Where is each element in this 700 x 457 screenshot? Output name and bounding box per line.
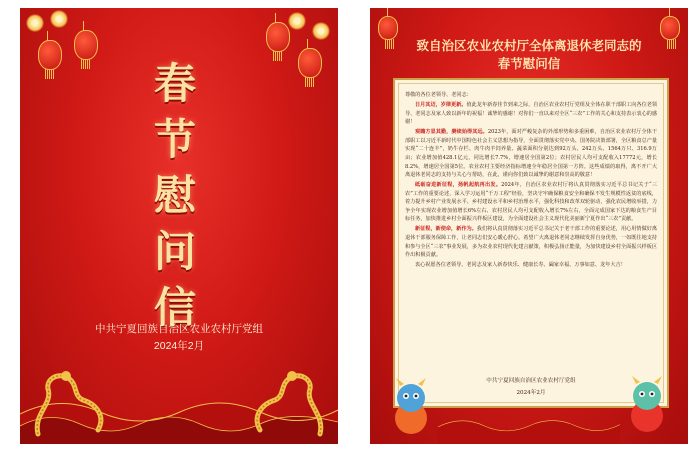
paragraph-text: 值此龙年新春佳节到来之际，自治区农业农村厅党组及全体在职干部职工向各位老领导、老同志及家人致以新年的祝福！诚挚的感谢！对你们一直以来对全区“三农”工作的关心和支持表示衷心的感谢！ <box>405 101 658 126</box>
letter-paragraph <box>405 225 657 259</box>
cover-title-char: 春 <box>153 59 196 108</box>
letter-title-line2: 春节慰问信 <box>497 56 561 71</box>
letter-closing: 衷心祝愿各位老领导、老同志及家人新春快乐、健康长寿、阖家幸福、万事如意、龙年大吉！ <box>415 262 626 269</box>
paragraph-text: 我们将认真贯彻落实习近平总书记关于老干部工作的重要论述，用心用情做好离退休干部服务保障工作，让老同志们安心暖心舒心。希望广大离退休老同志继续发挥自身优势，一如既往地支持和参与全区“三农”事业发展，多为农业农村现代化建言献策，积极弘扬正能量，为加快建设乡村全面振兴样板区作出积极贡献。 <box>405 226 658 259</box>
dragon-mascot-icon <box>386 376 436 436</box>
lantern-icon <box>38 40 62 70</box>
letter-signature-date: 2024年2月 <box>516 390 546 396</box>
paragraph-highlight: 观瞻方显其勤，赓续始得其远。 <box>415 129 488 136</box>
dragon-mascot-icon <box>622 374 672 434</box>
paragraph-highlight: 日月其迈，岁律更新。 <box>415 101 467 108</box>
cover-title-char: 问 <box>153 227 196 276</box>
cover-date: 2024年2月 <box>153 340 205 352</box>
plum-flower-icon <box>50 10 68 28</box>
letter-paragraph <box>405 101 657 127</box>
letter-title-line1: 致自治区农业农村厅全体离退休老同志的 <box>416 38 642 53</box>
cover-panel <box>20 8 338 444</box>
letter-paragraph <box>405 181 657 224</box>
paragraph-highlight: 砥砺奋进新征程，扬帆起航再出发。 <box>415 182 502 189</box>
letter-greeting: 尊敬的各位老领导、老同志： <box>405 92 472 98</box>
letter-panel <box>370 8 688 444</box>
plum-flower-icon <box>312 22 330 40</box>
paragraph-highlight: 新征程，新使命，新作为。 <box>415 226 477 233</box>
plum-flower-icon <box>288 12 306 30</box>
paragraph-text: 2023年，面对严峻复杂的外部形势和多重困难，自治区农业农村厅全体干部职工以习近平新时代中国特色社会主义思想为指导，全面贯彻落实党中央、国务院决策部署，全区粮食总产量实现“二十连丰”，奶牛存栏、肉牛肉羊饲养量、蔬菜面积分别达到92万头、242万头、1564万只、316.9万亩；农业增加值428.1亿元，同比增长7.7%，增速居全国第2位；农村居民人均可支配收入17772元，增长8.2%，增速居全国第5位。农业农村主要经济指标增速全年稳居全国第一方阵。这些成绩的取得，离不开广大离退休老同志的支持与关心与帮助，在此，谨向你们致以诚挚的谢意和崇高的敬意！ <box>405 129 657 179</box>
cover-title-char: 节 <box>153 115 196 164</box>
lantern-icon <box>266 22 290 52</box>
golden-dragon-icon <box>28 364 112 442</box>
letter-body <box>405 91 657 271</box>
paragraph-text: 2024年，自治区农业农村厅将认真贯彻落实习近平总书记关于“三农”工作的重要论述，深入学习运用“千万工程”经验，坚决守牢确保粮食安全和确保不发生规模性返贫的底线，着力提升乡村产业发展水平、乡村建设水平和乡村治理水平，强化科技和改革双轮驱动，强化农民增收举措，力争全年实现农业增加值增长6%左右、农村居民人均可支配收入增长7%左右，全面完成国家下达的粮食生产目标任务，加快推进乡村全面振兴样板区建设，为全面建设社会主义现代化美丽新宁夏作出“三农”贡献。 <box>405 182 657 223</box>
plum-flower-icon <box>26 14 44 32</box>
cover-title <box>145 56 205 336</box>
cover-title-char: 慰 <box>153 171 196 220</box>
lantern-icon <box>298 48 322 78</box>
lantern-icon <box>74 30 98 60</box>
letter-paper <box>393 78 669 408</box>
golden-dragon-icon <box>246 364 330 442</box>
letter-paragraph <box>405 128 657 180</box>
cover-title-char: 信 <box>153 283 196 332</box>
cover-organization: 中共宁夏回族自治区农业农村厅党组 <box>95 323 263 335</box>
letter-signature-org: 中共宁夏回族自治区农业农村厅党组 <box>486 378 576 384</box>
